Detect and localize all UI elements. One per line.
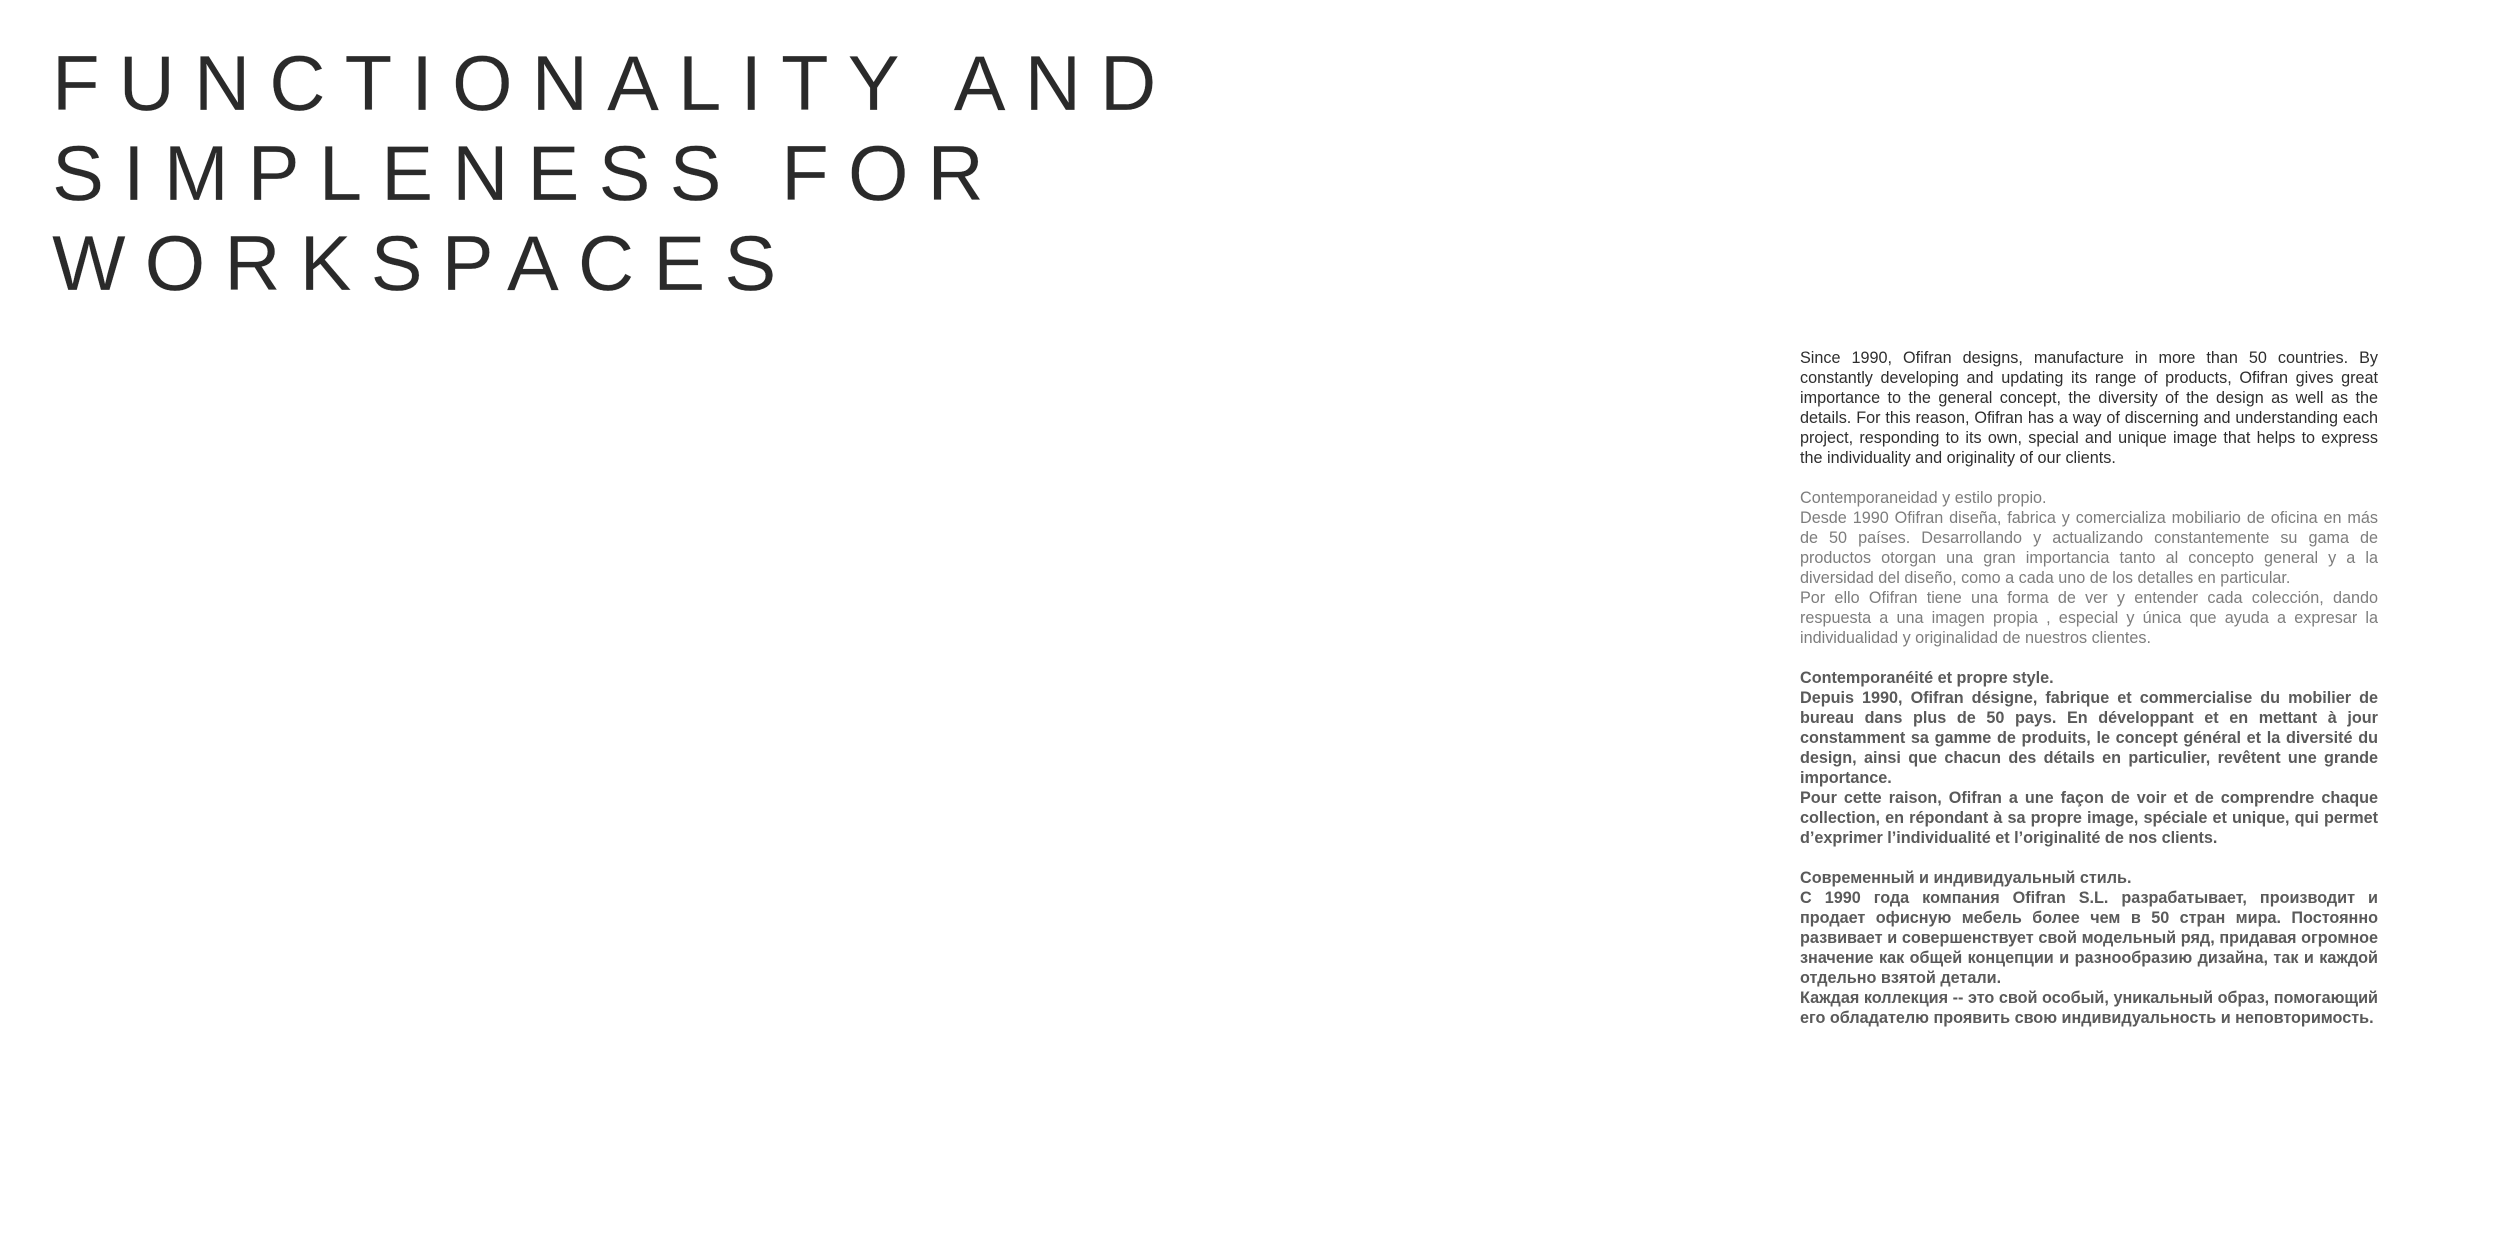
headline-line-2: SIMPLENESS FOR <box>52 129 1003 217</box>
spanish-paragraph-2: Por ello Ofifran tiene una forma de ver y entender cada colección, dando respuesta a una imagen propia , especial y única que ayuda a expresar la individualidad y originalidad de nuestros clientes. <box>1800 589 2378 647</box>
russian-title: Современный и индивидуальный стиль. <box>1800 869 2132 887</box>
french-title: Contemporanéité et propre style. <box>1800 669 2054 687</box>
page-headline <box>52 38 1175 308</box>
headline-line-3: WORKSPACES <box>52 219 796 307</box>
spanish-block <box>1800 488 2378 648</box>
body-text-column <box>1800 348 2378 1048</box>
russian-paragraph-2: Каждая коллекция -- это свой особый, уникальный образ, помогающий его обладателю проявить свою индивидуальность и неповторимость. <box>1800 989 2378 1027</box>
spanish-paragraph-1: Desde 1990 Ofifran diseña, fabrica y comercializa mobiliario de oficina en más de 50 países. Desarrollando y actualizando constantemente su gama de productos otorgan una gran importancia tanto al concepto general y a la diversidad del diseño, como a cada uno de los detalles en particular. <box>1800 509 2378 587</box>
spanish-title: Contemporaneidad y estilo propio. <box>1800 489 2047 507</box>
russian-paragraph-1: С 1990 года компания Ofifran S.L. разрабатывает, производит и продает офисную мебель более чем в 50 стран мира. Постоянно развивает и совершенствует свой модельный ряд, придавая огромное значение как общей концепции и разнообразию дизайна, так и каждой отдельно взятой детали. <box>1800 889 2378 987</box>
french-paragraph-2: Pour cette raison, Ofifran a une façon de voir et de comprendre chaque collection, en répondant à sa propre image, spéciale et unique, qui permet d’exprimer l’individualité et l’originalité de nos clients. <box>1800 789 2378 847</box>
french-block <box>1800 668 2378 848</box>
russian-block <box>1800 868 2378 1028</box>
french-paragraph-1: Depuis 1990, Ofifran désigne, fabrique et commercialise du mobilier de bureau dans plus de 50 pays. En développant et en mettant à jour constamment sa gamme de produits, le concept général et la diversité du design, ainsi que chacun des détails en particulier, revêtent une grande importance. <box>1800 689 2378 787</box>
english-paragraph: Since 1990, Ofifran designs, manufacture in more than 50 countries. By constantly developing and updating its range of products, Ofifran gives great importance to the general concept, the diversity of the design as well as the details. For this reason, Ofifran has a way of discerning and understanding each project, responding to its own, special and unique image that helps to express the individuality and originality of our clients. <box>1800 349 2378 467</box>
headline-line-1: FUNCTIONALITY AND <box>52 39 1176 127</box>
